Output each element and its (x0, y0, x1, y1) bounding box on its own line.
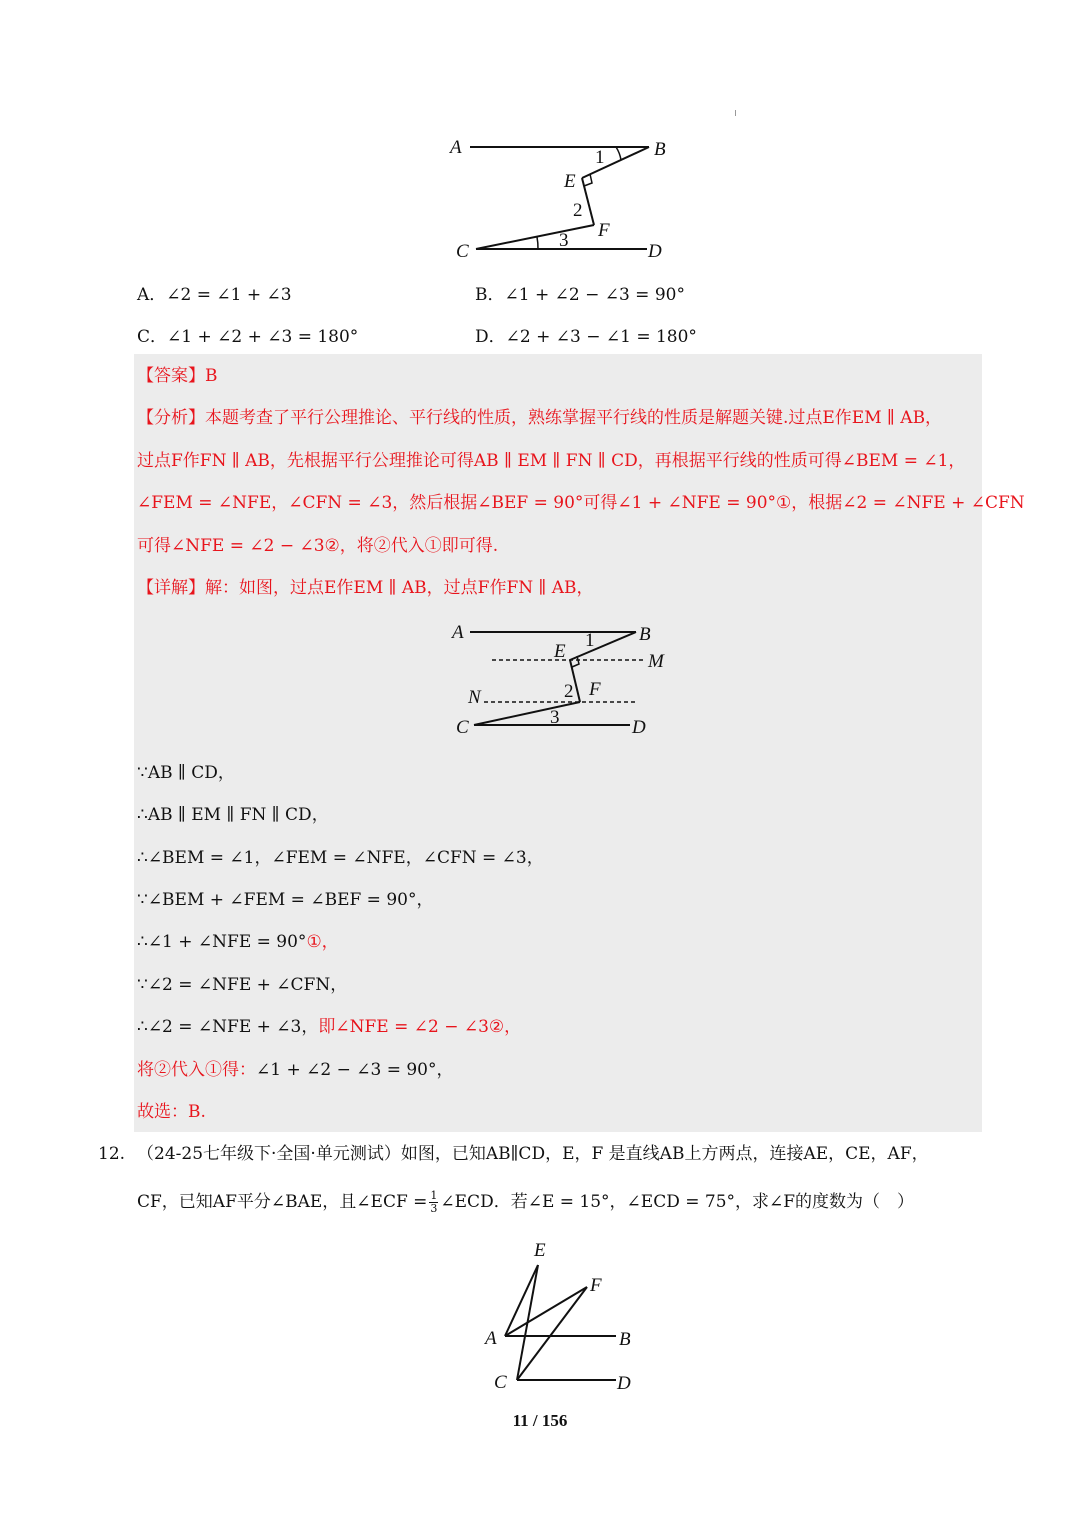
fig2-label-e: E (554, 641, 566, 662)
option-b: B．∠1 + ∠2 − ∠3 = 90° (475, 285, 685, 305)
answer-label: 【答案】 (137, 366, 205, 386)
analysis-text-1: 本题考查了平行公理推论、平行线的性质，熟练掌握平行线的性质是解题关键.过点E作EM ∥ AB， (205, 408, 943, 428)
step-5-mark: ①， (306, 932, 339, 952)
step-5-text: ∴∠1 + ∠NFE = 90° (137, 932, 307, 952)
step-8 (137, 1059, 453, 1081)
fig2-label-m: M (648, 651, 664, 672)
fig2-label-b: B (639, 624, 651, 645)
question-12-text-a: CF，已知AF平分∠BAE，且∠ECF = (137, 1192, 428, 1212)
fig2-angle-1: 1 (585, 630, 595, 651)
page-current: 11 (512, 1411, 529, 1430)
fig2-label-a: A (452, 622, 464, 643)
fraction-one-third (429, 1190, 438, 1215)
fig1-angle-1: 1 (595, 147, 605, 168)
analysis-line-4: 可得∠NFE = ∠2 − ∠3②，将②代入①即可得. (137, 536, 499, 556)
page-number (0, 1411, 1080, 1431)
question-12-text-b: ∠ECD．若∠E = 15°，∠ECD = 75°，求∠F的度数为（ ） (440, 1192, 915, 1212)
fraction-numerator: 1 (430, 1189, 438, 1202)
fig3-label-f: F (590, 1275, 602, 1296)
fig1-label-e: E (564, 171, 576, 192)
fig1-label-b: B (654, 139, 666, 160)
step-7-text: ∴∠2 = ∠NFE + ∠3， (137, 1017, 319, 1037)
fig2-angle-2: 2 (564, 681, 574, 702)
step-1: ∵AB ∥ CD， (137, 763, 235, 783)
fig2-label-c: C (456, 717, 469, 738)
fig2-label-n: N (468, 687, 481, 708)
fig3-label-c: C (494, 1372, 507, 1393)
step-8-red: 将②代入①得： (137, 1060, 256, 1080)
figure-1 (440, 130, 680, 270)
step-3: ∴∠BEM = ∠1，∠FEM = ∠NFE，∠CFN = ∠3， (137, 848, 544, 868)
analysis-line-1 (137, 407, 942, 429)
figure-2 (440, 615, 680, 740)
analysis-line-2: 过点F作FN ∥ AB，先根据平行公理推论可得AB ∥ EM ∥ FN ∥ CD，再根据平行线的性质可得∠BEM = ∠1， (137, 451, 966, 471)
fig2-label-f: F (589, 679, 601, 700)
analysis-label: 【分析】 (137, 408, 205, 428)
answer-value: B (205, 366, 218, 386)
step-4: ∵∠BEM + ∠FEM = ∠BEF = 90°， (137, 890, 434, 910)
step-2: ∴AB ∥ EM ∥ FN ∥ CD， (137, 805, 329, 825)
question-12-number: 12. (98, 1144, 126, 1164)
fig1-label-a: A (450, 137, 462, 158)
fig1-angle-3: 3 (559, 230, 569, 251)
option-c: C．∠1 + ∠2 + ∠3 = 180° (137, 327, 359, 347)
answer-line (137, 365, 218, 387)
step-5 (137, 931, 339, 953)
fig1-label-d: D (648, 241, 662, 262)
step-8-text: ∠1 + ∠2 − ∠3 = 90°， (256, 1060, 454, 1080)
page-total: 156 (541, 1411, 568, 1430)
figure-3 (480, 1235, 640, 1395)
fraction-denominator: 3 (430, 1202, 438, 1215)
fig1-label-c: C (456, 241, 469, 262)
option-a: A．∠2 = ∠1 + ∠3 (137, 285, 292, 305)
fig3-label-a: A (485, 1328, 497, 1349)
page-separator: / (532, 1411, 538, 1430)
fig2-label-d: D (632, 717, 646, 738)
question-12-line-2 (137, 1190, 914, 1215)
fig3-label-d: D (617, 1373, 631, 1394)
detail-label: 【详解】 (137, 578, 205, 598)
fig1-angle-2: 2 (573, 200, 583, 221)
fig1-label-f: F (598, 220, 610, 241)
option-d: D．∠2 + ∠3 − ∠1 = 180° (475, 327, 697, 347)
step-9: 故选：B. (137, 1102, 206, 1122)
detail-intro: 解：如图，过点E作EM ∥ AB，过点F作FN ∥ AB， (205, 578, 594, 598)
fig2-angle-3: 3 (550, 707, 560, 728)
step-7 (137, 1016, 521, 1038)
step-7-red: 即∠NFE = ∠2 − ∠3②， (318, 1017, 522, 1037)
detail-line (137, 577, 594, 599)
step-6: ∵∠2 = ∠NFE + ∠CFN， (137, 975, 348, 995)
question-12-line-1: （24-25七年级下·全国·单元测试）如图，已知AB∥CD，E，F 是直线AB上方两点，连接AE，CE，AF， (137, 1144, 929, 1164)
analysis-line-3: ∠FEM = ∠NFE，∠CFN = ∠3，然后根据∠BEF = 90°可得∠1 + ∠NFE = 90°①，根据∠2 = ∠NFE + ∠CFN (137, 493, 1025, 513)
scan-mark (735, 110, 736, 116)
fig3-label-b: B (619, 1329, 631, 1350)
fig3-label-e: E (534, 1240, 546, 1261)
